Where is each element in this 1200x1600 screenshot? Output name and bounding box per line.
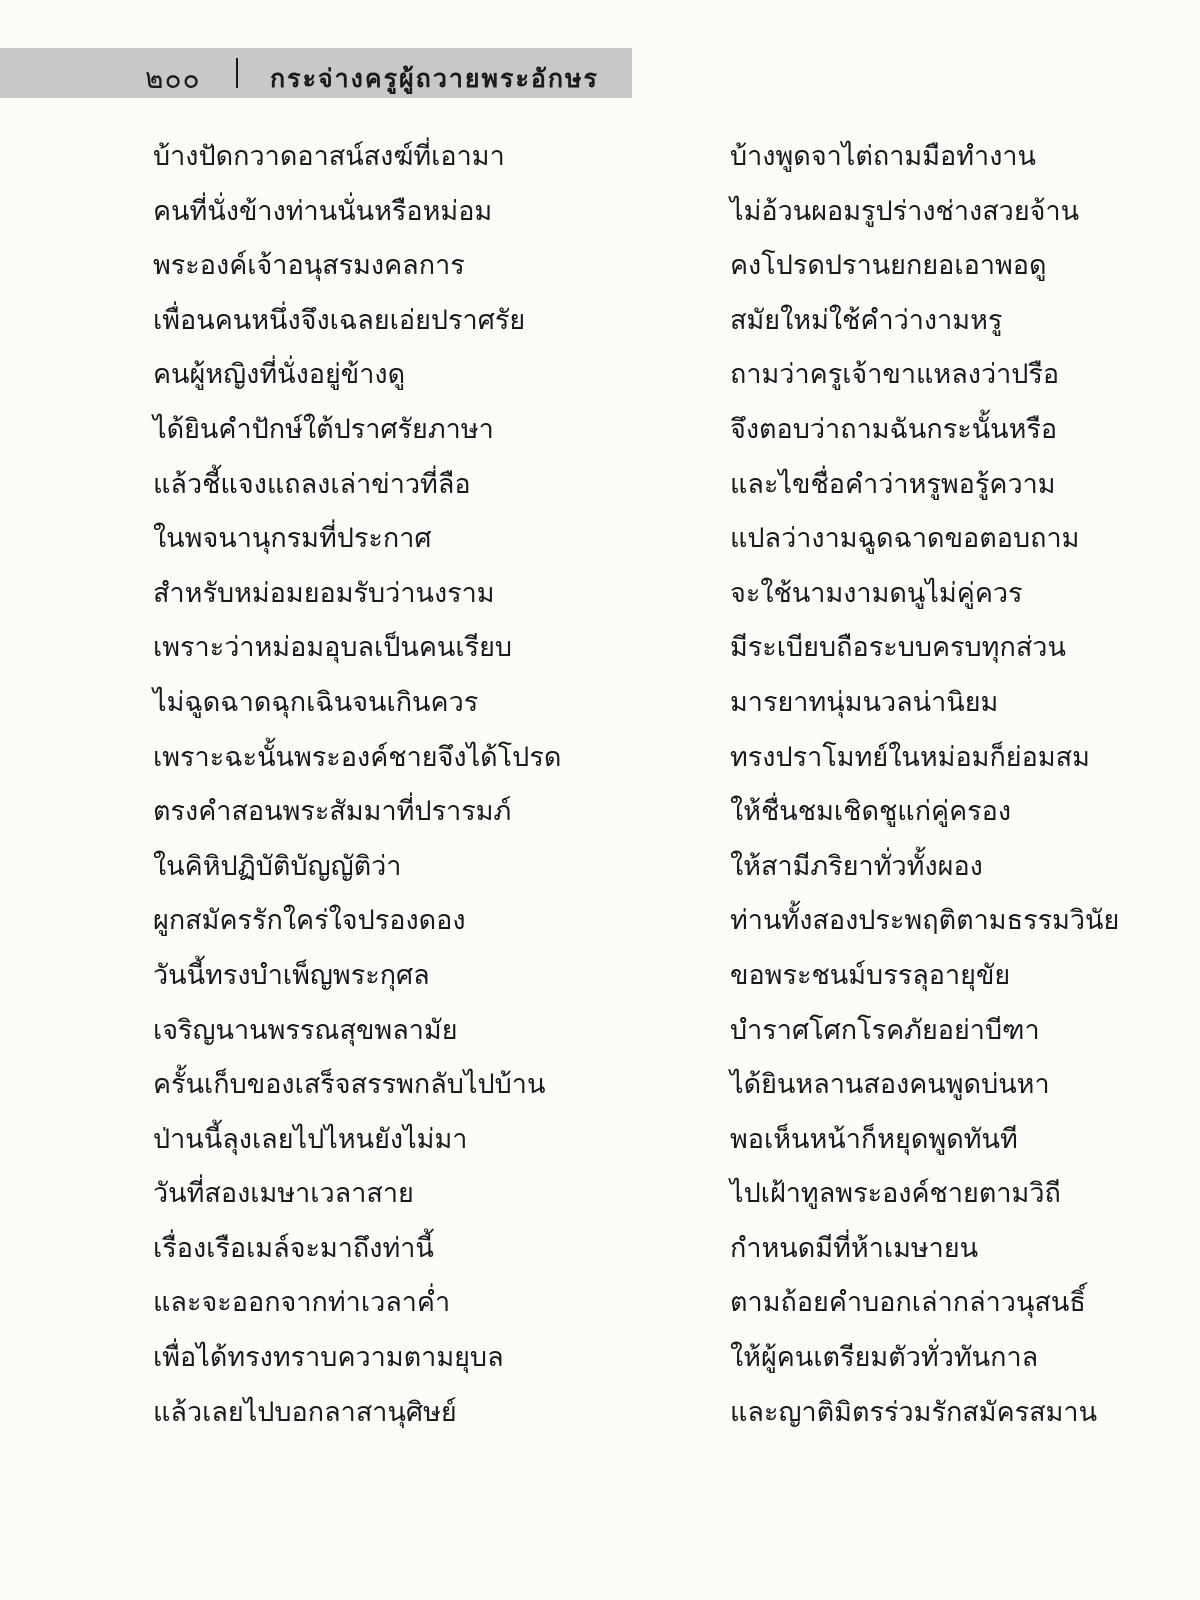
verse-line-left: ในพจนานุกรมที่ประกาศ xyxy=(153,523,432,555)
verse-line-right: ได้ยินหลานสองคนพูดบ่นหา xyxy=(730,1069,1050,1101)
verse-line-right: มีระเบียบถือระบบครบทุกส่วน xyxy=(730,632,1066,664)
couplet xyxy=(0,567,1200,622)
verse-line-left: ครั้นเก็บของเสร็จสรรพกลับไปบ้าน xyxy=(153,1069,546,1101)
verse-line-right: และญาติมิตรร่วมรักสมัครสมาน xyxy=(730,1396,1098,1428)
verse-line-right: และไขชื่อคำว่าหรูพอรู้ความ xyxy=(730,468,1056,500)
verse-line-left: เจริญนานพรรณสุขพลามัย xyxy=(153,1014,458,1046)
couplet xyxy=(0,1058,1200,1113)
verse-line-right: พอเห็นหน้าก็หยุดพูดทันที xyxy=(730,1123,1018,1155)
verse-line-left: เพื่อได้ทรงทราบความตามยุบล xyxy=(153,1342,504,1374)
couplet xyxy=(0,949,1200,1004)
verse-line-left: เพื่อนคนหนึ่งจึงเฉลยเอ่ยปราศรัย xyxy=(153,304,526,336)
couplet xyxy=(0,185,1200,240)
verse-line-left: แล้วชี้แจงแถลงเล่าข่าวที่ลือ xyxy=(153,468,471,500)
book-title: กระจ่างครูผู้ถวายพระอักษร xyxy=(270,64,599,93)
verse-line-right: บำราศโศกโรคภัยอย่าบีฑา xyxy=(730,1014,1040,1046)
verse-line-right: ถามว่าครูเจ้าขาแหลงว่าปรือ xyxy=(730,359,1060,391)
couplet xyxy=(0,348,1200,403)
verse-line-right: สมัยใหม่ใช้คำว่างามหรู xyxy=(730,304,1003,336)
verse-line-left: แล้วเลยไปบอกลาสานุศิษย์ xyxy=(153,1396,457,1428)
couplet xyxy=(0,1167,1200,1222)
couplet xyxy=(0,840,1200,895)
verse-line-right: ขอพระชนม์บรรลุอายุขัย xyxy=(730,959,1011,991)
verse-line-right: ไปเฝ้าทูลพระองค์ชายตามวิถี xyxy=(730,1178,1061,1210)
verse-line-right: ให้ผู้คนเตรียมตัวทั่วทันกาล xyxy=(730,1342,1039,1374)
verse-line-left: ในคิหิปฏิบัติบัญญัติว่า xyxy=(153,850,402,882)
verse-line-right: กำหนดมีที่ห้าเมษายน xyxy=(730,1232,979,1264)
verse-line-left: ป่านนี้ลุงเลยไปไหนยังไม่มา xyxy=(153,1123,468,1155)
verse-line-right: ทรงปราโมทย์ในหม่อมก็ย่อมสม xyxy=(730,741,1090,773)
verse-line-left: ไม่ฉูดฉาดฉุกเฉินจนเกินควร xyxy=(153,686,479,718)
verse-body xyxy=(0,130,1200,1440)
verse-line-right: คงโปรดปรานยกยอเอาพอดู xyxy=(730,250,1047,282)
couplet xyxy=(0,1386,1200,1441)
verse-line-left: ผูกสมัครรักใคร่ใจปรองดอง xyxy=(153,905,466,937)
verse-line-left: เพราะฉะนั้นพระองค์ชายจึงได้โปรด xyxy=(153,741,562,773)
verse-line-right: บ้างพูดจาไต่ถามมือทำงาน xyxy=(730,141,1036,172)
verse-line-right: จะใช้นามงามดนูไม่คู่ควร xyxy=(730,577,1023,609)
verse-line-left: บ้างปัดกวาดอาสน์สงฆ์ที่เอามา xyxy=(153,141,505,172)
verse-line-right: ให้สามีภริยาทั่วทั้งผอง xyxy=(730,850,983,882)
verse-line-left: เรื่องเรือเมล์จะมาถึงท่านี้ xyxy=(153,1232,434,1264)
couplet xyxy=(0,1222,1200,1277)
couplet xyxy=(0,676,1200,731)
page-number: ๒๐๐ xyxy=(145,62,201,95)
couplet xyxy=(0,294,1200,349)
couplet xyxy=(0,1276,1200,1331)
header-divider xyxy=(236,58,238,88)
couplet xyxy=(0,458,1200,513)
verse-line-left: ได้ยินคำปักษ์ใต้ปราศรัยภาษา xyxy=(153,413,494,445)
couplet xyxy=(0,403,1200,458)
verse-line-right: ให้ชื่นชมเชิดชูแก่คู่ครอง xyxy=(730,796,1012,828)
couplet xyxy=(0,239,1200,294)
verse-line-right: ตามถ้อยคำบอกเล่ากล่าวนุสนธิ์ xyxy=(730,1287,1086,1319)
verse-line-left: สำหรับหม่อมยอมรับว่านงราม xyxy=(153,577,495,609)
couplet xyxy=(0,1331,1200,1386)
verse-line-left: ตรงคำสอนพระสัมมาที่ปรารมภ์ xyxy=(153,796,512,828)
verse-line-right: ท่านทั้งสองประพฤติตามธรรมวินัย xyxy=(730,905,1120,937)
verse-line-left: คนผู้หญิงที่นั่งอยู่ข้างดู xyxy=(153,359,406,391)
couplet xyxy=(0,894,1200,949)
couplet xyxy=(0,1113,1200,1168)
verse-line-right: จึงตอบว่าถามฉันกระนั้นหรือ xyxy=(730,413,1058,445)
couplet xyxy=(0,512,1200,567)
verse-line-left: วันที่สองเมษาเวลาสาย xyxy=(153,1178,414,1210)
couplet xyxy=(0,1004,1200,1059)
verse-line-right: มารยาทนุ่มนวลน่านิยม xyxy=(730,686,999,718)
couplet xyxy=(0,731,1200,786)
couplet xyxy=(0,130,1200,185)
couplet xyxy=(0,785,1200,840)
couplet xyxy=(0,621,1200,676)
running-header xyxy=(0,48,632,98)
verse-line-left: วันนี้ทรงบำเพ็ญพระกุศล xyxy=(153,959,430,991)
verse-line-left: คนที่นั่งข้างท่านนั่นหรือหม่อม xyxy=(153,195,493,227)
verse-line-left: เพราะว่าหม่อมอุบลเป็นคนเรียบ xyxy=(153,632,513,664)
verse-line-right: ไม่อ้วนผอมรูปร่างช่างสวยจ้าน xyxy=(730,195,1080,227)
verse-line-left: และจะออกจากท่าเวลาค่ำ xyxy=(153,1287,451,1319)
verse-line-left: พระองค์เจ้าอนุสรมงคลการ xyxy=(153,250,465,282)
verse-line-right: แปลว่างามฉูดฉาดขอตอบถาม xyxy=(730,523,1080,555)
